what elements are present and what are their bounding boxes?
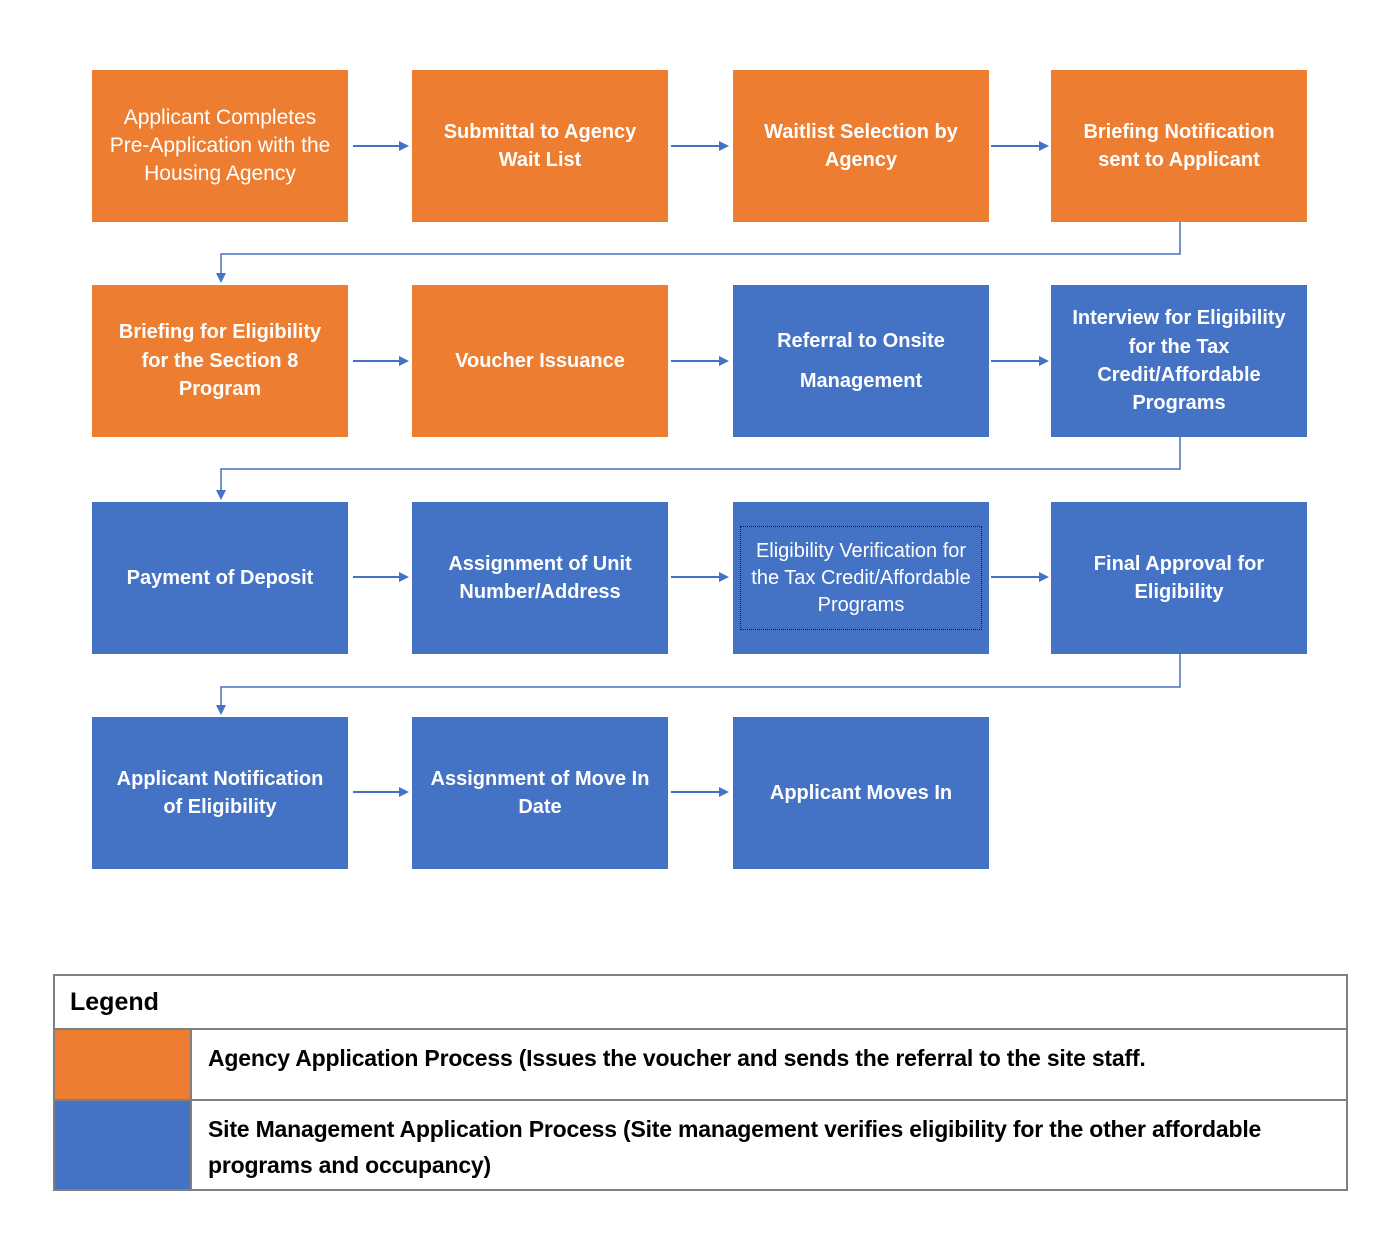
legend-row-agency bbox=[55, 1028, 1346, 1099]
flow-box-briefing-notification: Briefing Notification sent to Applicant bbox=[1051, 70, 1307, 222]
legend-table bbox=[53, 974, 1348, 1191]
flow-box-unit-assignment: Assignment of Unit Number/Address bbox=[412, 502, 668, 654]
flow-box-pre-application: Applicant Completes Pre-Application with the Housing Agency bbox=[92, 70, 348, 222]
agency-color-swatch bbox=[55, 1030, 192, 1099]
eligibility-verification-textframe: Eligibility Verification for the Tax Credit/Affordable Programs bbox=[740, 526, 982, 630]
flow-box-briefing-eligibility: Briefing for Eligibility for the Section 8 Program bbox=[92, 285, 348, 437]
flow-box-applicant-moves-in: Applicant Moves In bbox=[733, 717, 989, 869]
site-color-swatch bbox=[55, 1101, 192, 1189]
flow-box-referral-onsite: Referral to Onsite Management bbox=[733, 285, 989, 437]
flow-box-final-approval: Final Approval for Eligibility bbox=[1051, 502, 1307, 654]
row-wrap-connectors bbox=[221, 222, 1180, 705]
flow-box-waitlist-selection: Waitlist Selection by Agency bbox=[733, 70, 989, 222]
flow-box-move-in-date: Assignment of Move In Date bbox=[412, 717, 668, 869]
site-legend-label: Site Management Application Process (Site management verifies eligibility for the other affordable programs and occupancy) bbox=[208, 1116, 1262, 1178]
flow-box-eligibility-verification bbox=[733, 502, 989, 654]
flow-box-interview-eligibility: Interview for Eligibility for the Tax Credit/Affordable Programs bbox=[1051, 285, 1307, 437]
flow-box-applicant-notification: Applicant Notification of Eligibility bbox=[92, 717, 348, 869]
legend-row-site bbox=[55, 1099, 1346, 1189]
legend-title: Legend bbox=[70, 987, 159, 1016]
flow-box-payment-deposit: Payment of Deposit bbox=[92, 502, 348, 654]
agency-legend-label: Agency Application Process (Issues the voucher and sends the referral to the site staff. bbox=[208, 1045, 1146, 1071]
flow-box-submittal-wait-list: Submittal to Agency Wait List bbox=[412, 70, 668, 222]
flow-box-voucher-issuance: Voucher Issuance bbox=[412, 285, 668, 437]
